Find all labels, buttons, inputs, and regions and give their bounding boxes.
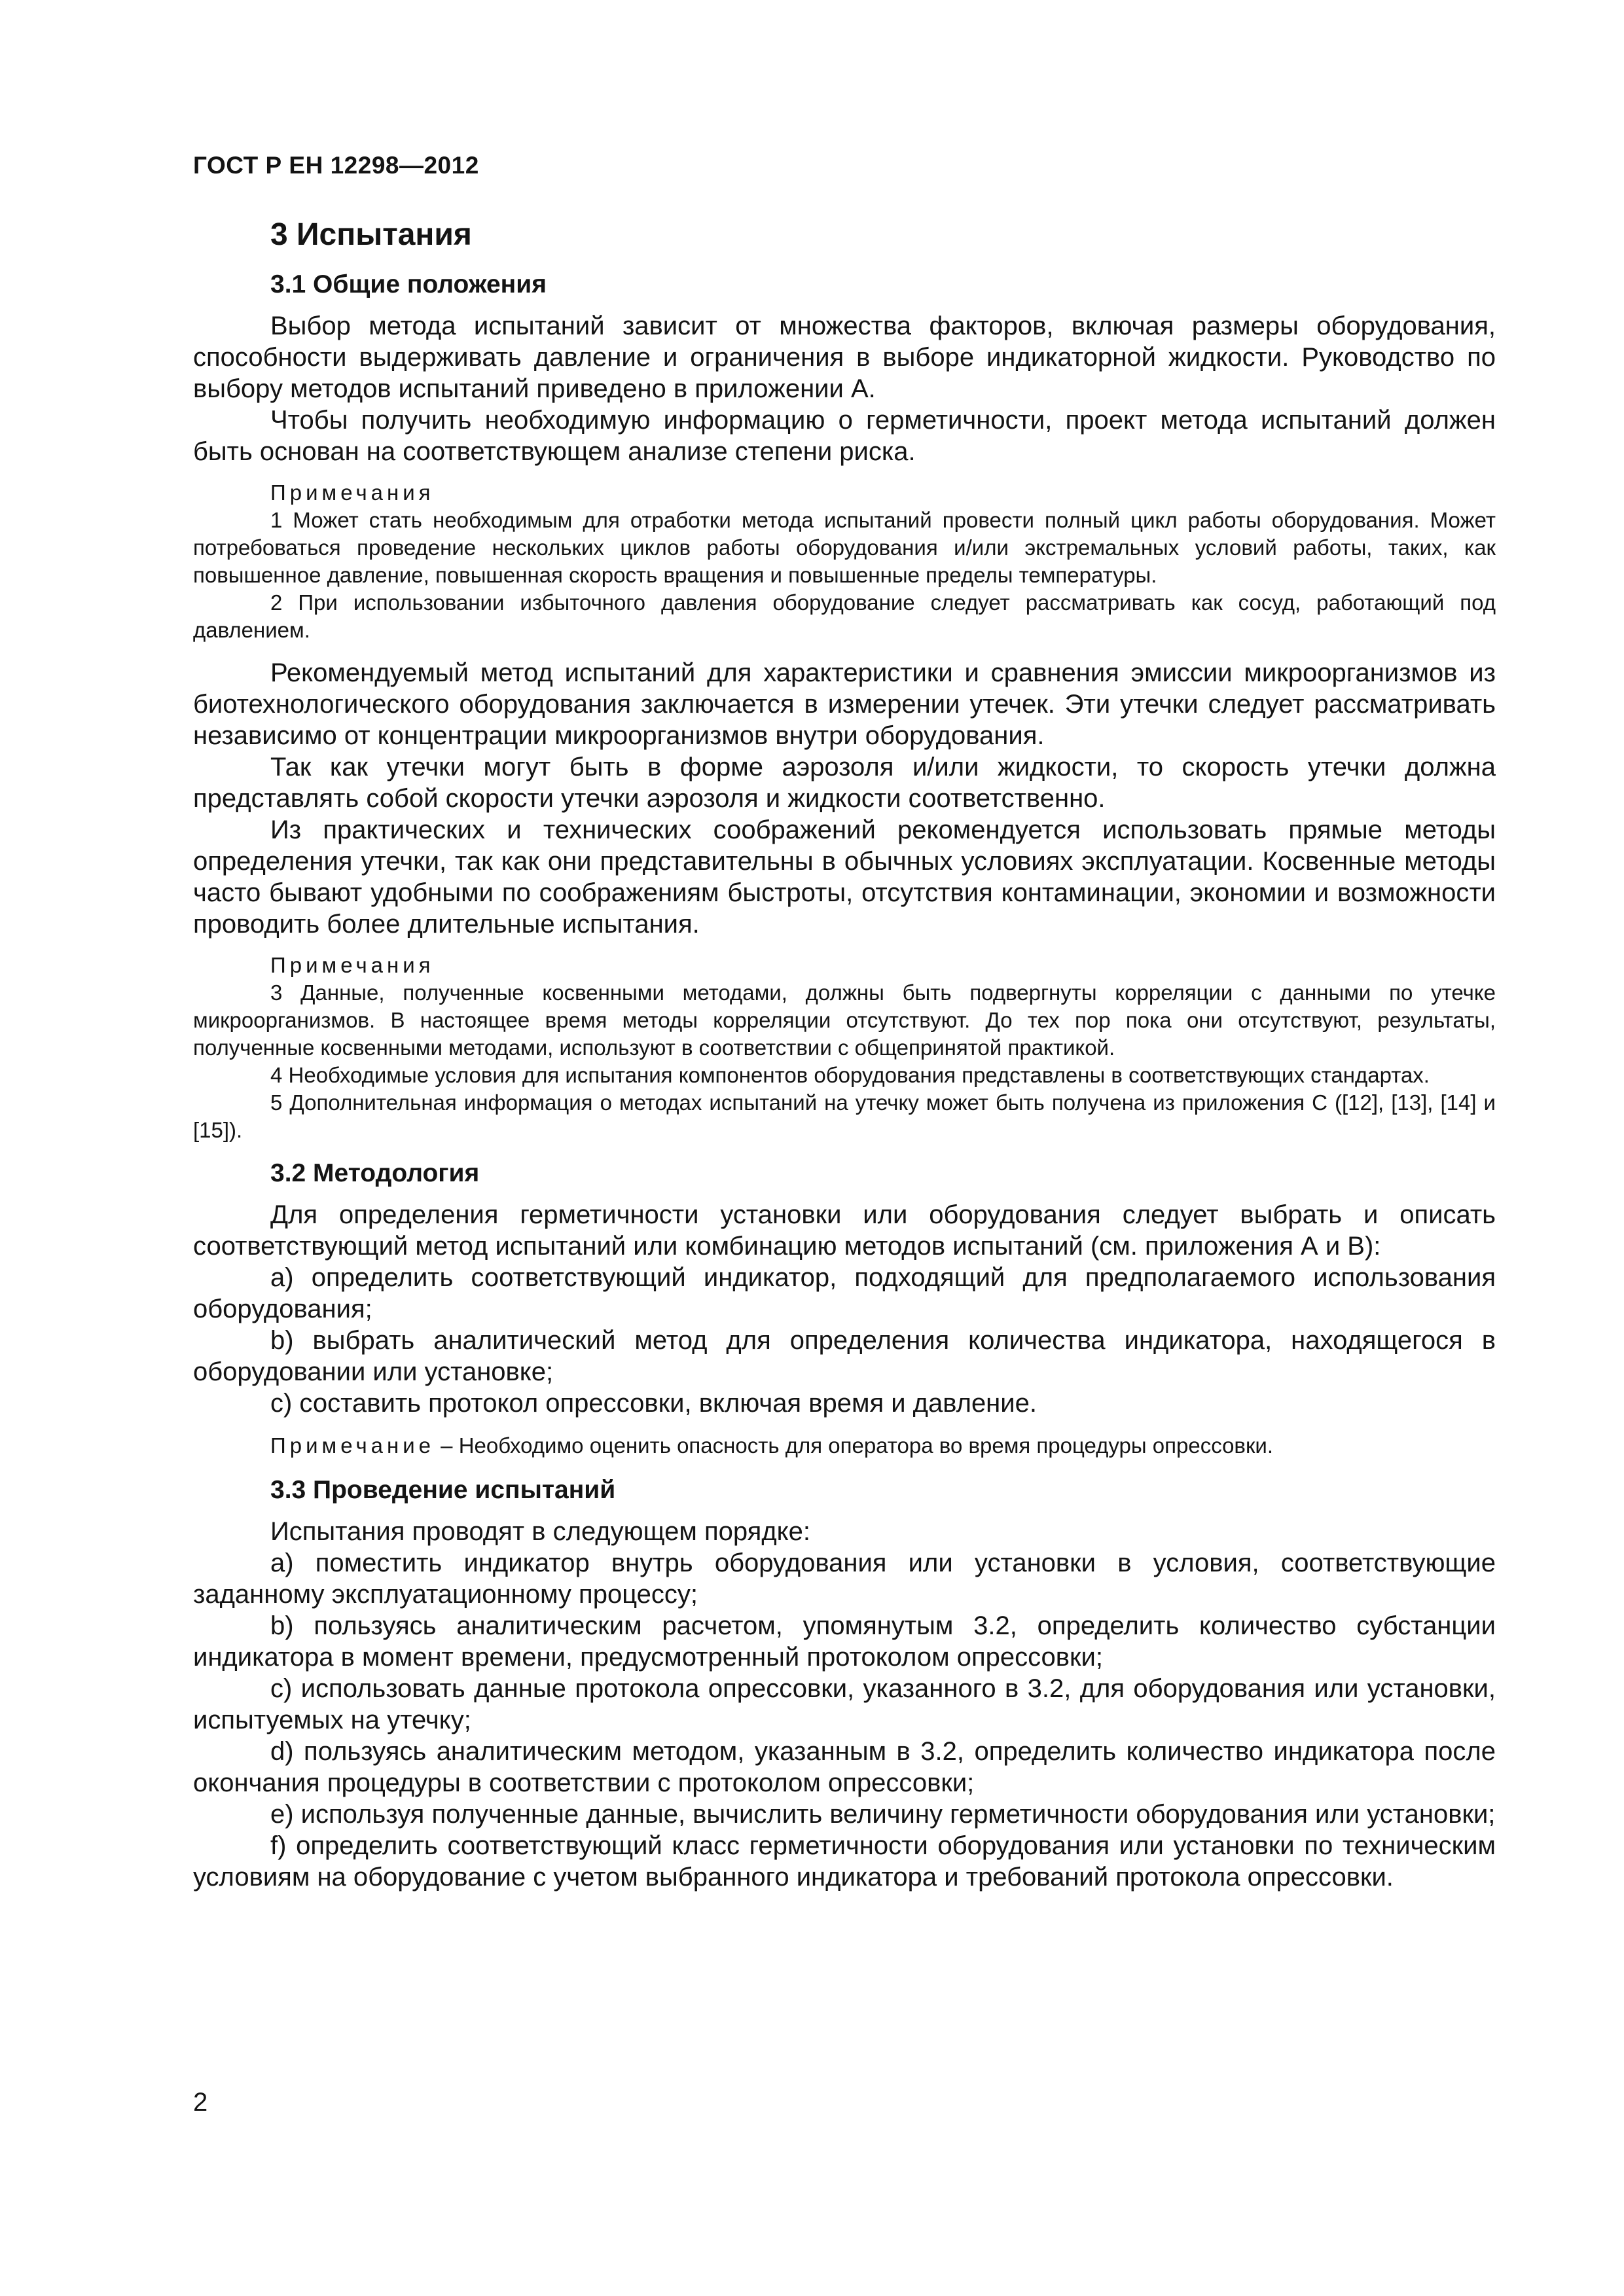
paragraph: Выбор метода испытаний зависит от множества факторов, включая размеры оборудования, способности выдерживать давление и ограничения в выборе индикаторной жидкости. Руководство по выбору методов испытаний приведено в приложении А. [193,312,1496,403]
note-1: 1 Может стать необходимым для отработки метода испытаний провести полный цикл работы оборудования. Может потребоваться проведение нескольких циклов работы оборудования и/или экстремальных условий работы, таких, как повышенное давление, повышенная скорость вращения и повышенные пределы температуры. [193,508,1496,587]
subsection-title-3-2: 3.2 Методология [270,1159,480,1187]
note-4: 4 Необходимые условия для испытания компонентов оборудования представлены в соответствующих стандартах. [270,1063,1430,1087]
note-3: 3 Данные, полученные косвенными методами, должны быть подвергнуты корреляции с данными по утечке микроорганизмов. В настоящее время методы корреляции отсутствуют. До тех пор пока они отсутствуют, результаты, полученные косвенными методами, используют в соответствии с общепринятой практикой. [193,980,1496,1060]
section-title: 3 Испытания [270,217,472,252]
list-item-a: а) определить соответствующий индикатор, подходящий для предполагаемого использования оборудования; [193,1263,1496,1323]
note-2: 2 При использовании избыточного давления оборудование следует рассматривать как сосуд, работающий под давлением. [193,590,1496,642]
list-item-f: f) определить соответствующий класс герметичности оборудования или установки по техническим условиям на оборудование с учетом выбранного индикатора и требований протокола опрессовки. [193,1831,1496,1892]
document-code: ГОСТ Р ЕН 12298—2012 [193,152,479,179]
notes-block [193,952,1496,1144]
note-text: – Необходимо оценить опасность для оператора во время процедуры опрессовки. [435,1433,1274,1458]
list-item-c: с) использовать данные протокола опрессовки, указанного в 3.2, для оборудования или установки, испытуемых на утечку; [193,1674,1496,1734]
list-item-c: с) составить протокол опрессовки, включая время и давление. [270,1389,1037,1418]
subsection-title-3-1: 3.1 Общие положения [270,270,547,298]
notes-block [193,479,1496,644]
paragraph: Так как утечки могут быть в форме аэрозоля и/или жидкости, то скорость утечки должна представлять собой скорости утечки аэрозоля и жидкости соответственно. [193,753,1496,813]
subsection-title-3-3: 3.3 Проведение испытаний [270,1476,616,1504]
list-item-a: а) поместить индикатор внутрь оборудования или установки в условия, соответствующие заданному эксплуатационному процессу; [193,1549,1496,1609]
list-item-b: b) выбрать аналитический метод для определения количества индикатора, находящегося в оборудовании или установке; [193,1326,1496,1386]
single-note [193,1432,1496,1460]
list-item-b: b) пользуясь аналитическим расчетом, упомянутым 3.2, определить количество субстанции индикатора в момент времени, предусмотренный протоколом опрессовки; [193,1611,1496,1672]
page-number: 2 [193,2088,208,2117]
paragraph: Для определения герметичности установки или оборудования следует выбрать и описать соответствующий метод испытаний или комбинацию методов испытаний (см. приложения А и В): [193,1200,1496,1261]
note-5: 5 Дополнительная информация о методах испытаний на утечку может быть получена из приложения С ([12], [13], [14] и [15]). [193,1090,1496,1142]
notes-heading: Примечания [270,953,435,977]
list-item-e: е) используя полученные данные, вычислить величину герметичности оборудования или установки; [270,1800,1496,1829]
notes-heading: Примечания [270,480,435,505]
paragraph: Испытания проводят в следующем порядке: [270,1517,810,1546]
list-item-d: d) пользуясь аналитическим методом, указанным в 3.2, определить количество индикатора после окончания процедуры в соответствии с протоколом опрессовки; [193,1737,1496,1797]
note-label: Примечание [270,1433,435,1458]
paragraph: Рекомендуемый метод испытаний для характеристики и сравнения эмиссии микроорганизмов из биотехнологического оборудования заключается в измерении утечек. Эти утечки следует рассматривать независимо от концентрации микроорганизмов внутри оборудования. [193,658,1496,750]
paragraph: Из практических и технических соображений рекомендуется использовать прямые методы определения утечки, так как они представительны в обычных условиях эксплуатации. Косвенные методы часто бывают удобными по соображениям быстроты, отсутствия контаминации, экономии и возможности проводить более длительные испытания. [193,816,1496,939]
paragraph: Чтобы получить необходимую информацию о герметичности, проект метода испытаний должен быть основан на соответствующем анализе степени риска. [193,406,1496,466]
page-content [193,208,1496,1893]
